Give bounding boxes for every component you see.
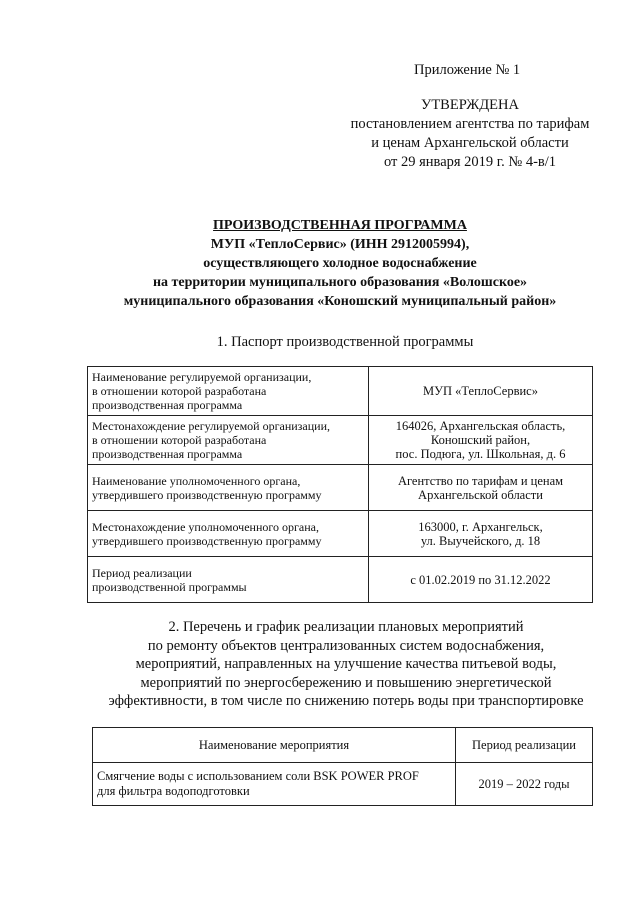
approved-label: УТВЕРЖДЕНА [421,97,519,113]
approved-by-line-2: и ценам Архангельской области [371,135,569,151]
table-row [88,511,593,557]
label-line: утвердившего производственную программу [92,533,322,548]
title-line-4: на территории муниципального образования «Волошское» [152,275,528,290]
table-row [88,557,593,603]
heading-line: мероприятий, направленных на улучшение качества питьевой воды, [135,656,557,672]
table-row [88,416,593,465]
title-line-5: муниципального образования «Коношский муниципальный район» [123,294,557,309]
label-line: Период реализации [92,565,192,580]
label-line: Наименование регулируемой организации, [92,370,312,384]
column-header-period: Период реализации [456,728,593,763]
table-row [88,367,593,416]
label-line: Наименование уполномоченного органа, [92,473,301,488]
value-line: Коношский район, [430,433,531,447]
table-header-row [93,728,593,763]
passport-label [88,557,369,603]
heading-line: мероприятий по энергосбережению и повышению энергетической [140,674,552,691]
title-line-2: МУП «ТеплоСервис» (ИНН 2912005994), [210,237,470,252]
appendix-number: Приложение № 1 [414,62,521,78]
label-line: утвердившего производственную программу [92,487,322,502]
label-line: в отношении которой разработана [92,384,267,398]
table-row [88,465,593,511]
heading-line: 2. Перечень и график реализации плановых мероприятий [168,619,524,635]
value-line: Архангельской области [418,487,543,502]
table-row [93,763,593,806]
label-line: производственная программа [92,398,243,412]
passport-value [369,367,593,416]
label-line: Местонахождение уполномоченного органа, [92,519,319,534]
value-line: с 01.02.2019 по 31.12.2022 [410,572,551,587]
value-line: ул. Выучейского, д. 18 [420,533,541,548]
heading-line: по ремонту объектов централизованных систем водоснабжения, [147,637,545,654]
label-line: производственной программы [92,579,247,594]
passport-value [369,416,593,465]
title-line-1: ПРОИЗВОДСТВЕННАЯ ПРОГРАММА [213,218,467,233]
passport-label [88,367,369,416]
title-line-3: осуществляющего холодное водоснабжение [203,256,477,271]
measures-table [92,727,593,806]
section2-heading [0,618,640,711]
measure-name-line: для фильтра водоподготовки [97,784,250,798]
passport-label [88,465,369,511]
value-line: Агентство по тарифам и ценам [397,473,564,488]
value-line: 163000, г. Архангельск, [418,519,543,534]
section1-heading: 1. Паспорт производственной программы [216,334,474,350]
value-line: МУП «ТеплоСервис» [423,384,538,398]
approved-date: от 29 января 2019 г. № 4-в/1 [383,154,557,170]
approved-by-line-1: постановлением агентства по тарифам [350,116,590,132]
passport-table [87,366,593,603]
document-title [30,216,640,311]
passport-label [88,416,369,465]
measure-name [93,763,456,806]
column-header-name: Наименование мероприятия [93,728,456,763]
passport-value [369,557,593,603]
label-line: в отношении которой разработана [92,433,267,447]
measure-period: 2019 – 2022 годы [456,763,593,806]
approval-block [344,96,596,172]
label-line: производственная программа [92,447,243,461]
passport-value [369,511,593,557]
heading-line: эффективности, в том числе по снижению потерь воды при транспортировке [108,693,584,709]
value-line: 164026, Архангельская область, [395,419,566,433]
label-line: Местонахождение регулируемой организации, [92,419,331,433]
passport-label [88,511,369,557]
measure-name-line: Смягчение воды с использованием соли BSK POWER PROF [97,769,419,783]
passport-value [369,465,593,511]
value-line: пос. Подюга, ул. Школьная, д. 6 [395,447,566,461]
